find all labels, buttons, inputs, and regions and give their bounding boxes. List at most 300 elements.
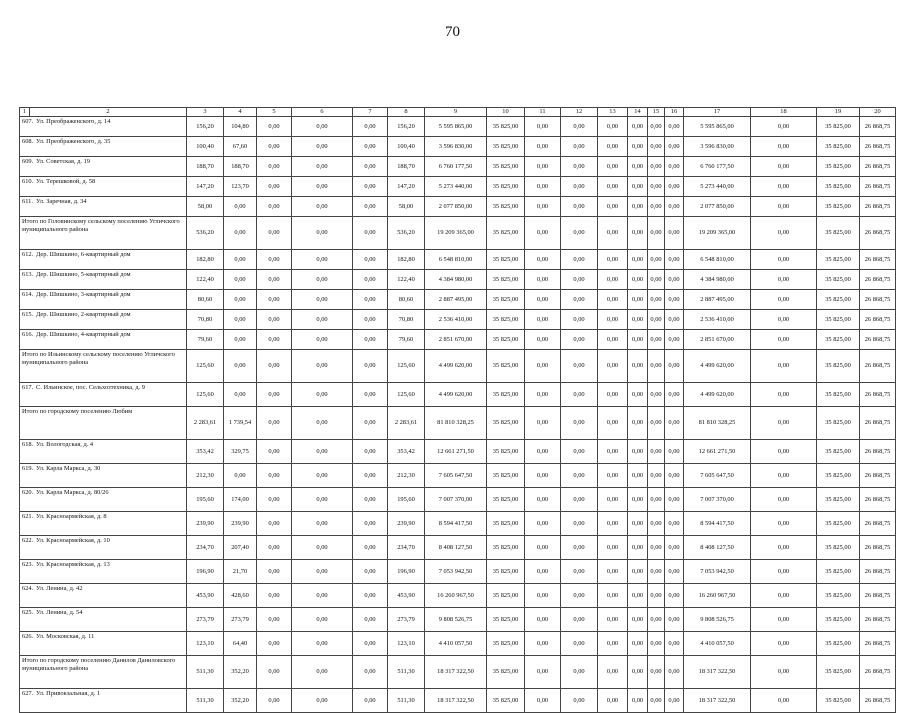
value-cell: 0,00 — [751, 310, 817, 330]
value-cell: 0,00 — [598, 536, 628, 560]
value-cell: 0,00 — [353, 270, 388, 290]
value-cell: 35 825,00 — [487, 656, 525, 689]
value-cell: 26 868,75 — [860, 330, 896, 350]
value-cell: 0,00 — [561, 217, 598, 250]
value-cell: 0,00 — [751, 137, 817, 157]
value-cell: 26 868,75 — [860, 488, 896, 512]
column-number-cell: 19 — [817, 108, 860, 117]
value-cell: 0,00 — [353, 117, 388, 137]
address-text: Ул. Карла Маркса, д. 80/26 — [36, 489, 109, 496]
value-cell: 0,00 — [598, 217, 628, 250]
value-cell: 125,60 — [187, 383, 224, 407]
value-cell: 0,00 — [628, 584, 648, 608]
value-cell: 0,00 — [292, 197, 353, 217]
value-cell: 0,00 — [224, 350, 257, 383]
value-cell: 0,00 — [525, 217, 561, 250]
value-cell: 8 408 127,50 — [684, 536, 751, 560]
value-cell: 0,00 — [353, 350, 388, 383]
value-cell: 0,00 — [525, 117, 561, 137]
value-cell: 188,70 — [388, 157, 425, 177]
row-number: 608. — [22, 138, 34, 145]
table-row — [20, 584, 896, 608]
value-cell: 0,00 — [257, 488, 292, 512]
value-cell: 0,00 — [353, 330, 388, 350]
table-row — [20, 440, 896, 464]
value-cell: 0,00 — [292, 689, 353, 713]
value-cell: 6 548 810,00 — [684, 250, 751, 270]
value-cell: 4 499 620,00 — [425, 383, 487, 407]
value-cell: 35 825,00 — [487, 250, 525, 270]
value-cell: 536,20 — [388, 217, 425, 250]
value-cell: 0,00 — [257, 137, 292, 157]
value-cell: 0,00 — [525, 464, 561, 488]
value-cell: 0,00 — [598, 350, 628, 383]
column-number-cell: 4 — [224, 108, 257, 117]
value-cell: 0,00 — [525, 177, 561, 197]
row-number-cell — [20, 117, 187, 137]
value-cell: 0,00 — [292, 512, 353, 536]
value-cell: 0,00 — [353, 157, 388, 177]
value-cell: 0,00 — [353, 560, 388, 584]
value-cell: 26 868,75 — [860, 197, 896, 217]
value-cell: 0,00 — [628, 656, 648, 689]
value-cell: 26 868,75 — [860, 157, 896, 177]
address-text: Дер. Шишкино, 4-квартирный дом — [36, 331, 131, 338]
value-cell: 4 410 057,50 — [684, 632, 751, 656]
value-cell: 428,60 — [224, 584, 257, 608]
value-cell: 0,00 — [257, 632, 292, 656]
table-row — [20, 270, 896, 290]
value-cell: 35 825,00 — [487, 488, 525, 512]
value-cell: 0,00 — [648, 350, 665, 383]
value-cell: 0,00 — [561, 488, 598, 512]
value-cell: 0,00 — [525, 584, 561, 608]
row-number: 622. — [22, 537, 34, 544]
value-cell: 0,00 — [751, 350, 817, 383]
value-cell: 0,00 — [257, 117, 292, 137]
value-cell: 0,00 — [292, 290, 353, 310]
value-cell: 0,00 — [292, 536, 353, 560]
value-cell: 0,00 — [292, 177, 353, 197]
value-cell: 35 825,00 — [817, 330, 860, 350]
address-text: С. Ильинское, пос. Сельхозтехника, д. 9 — [36, 384, 145, 391]
value-cell: 353,42 — [388, 440, 425, 464]
value-cell: 21,70 — [224, 560, 257, 584]
value-cell: 35 825,00 — [817, 383, 860, 407]
row-number: 612. — [22, 251, 34, 258]
value-cell: 0,00 — [648, 440, 665, 464]
value-cell: 2 887 495,00 — [684, 290, 751, 310]
value-cell: 329,75 — [224, 440, 257, 464]
subtotal-label-cell: Итого по городскому поселению Любим — [20, 407, 187, 440]
value-cell: 352,20 — [224, 656, 257, 689]
value-cell: 5 595 865,00 — [684, 117, 751, 137]
value-cell: 0,00 — [598, 250, 628, 270]
value-cell: 2 283,61 — [388, 407, 425, 440]
value-cell: 58,00 — [388, 197, 425, 217]
value-cell: 0,00 — [292, 250, 353, 270]
address-text: Ул. Московская, д. 11 — [36, 633, 95, 640]
value-cell: 0,00 — [224, 290, 257, 310]
value-cell: 5 595 865,00 — [425, 117, 487, 137]
value-cell: 0,00 — [751, 250, 817, 270]
value-cell: 0,00 — [292, 137, 353, 157]
value-cell: 0,00 — [598, 177, 628, 197]
value-cell: 0,00 — [353, 464, 388, 488]
value-cell: 0,00 — [525, 250, 561, 270]
row-number-cell — [20, 464, 187, 488]
register-table — [19, 107, 896, 713]
value-cell: 0,00 — [665, 689, 684, 713]
value-cell: 0,00 — [665, 217, 684, 250]
value-cell: 0,00 — [751, 177, 817, 197]
value-cell: 0,00 — [257, 350, 292, 383]
value-cell: 0,00 — [257, 217, 292, 250]
value-cell: 0,00 — [525, 197, 561, 217]
value-cell: 182,80 — [187, 250, 224, 270]
value-cell: 4 499 620,00 — [684, 383, 751, 407]
value-cell: 234,70 — [388, 536, 425, 560]
value-cell: 0,00 — [292, 310, 353, 330]
column-number-cell: 18 — [751, 108, 817, 117]
column-number-cell: 17 — [684, 108, 751, 117]
value-cell: 35 825,00 — [487, 270, 525, 290]
value-cell: 0,00 — [224, 270, 257, 290]
value-cell: 0,00 — [525, 632, 561, 656]
row-number-cell — [20, 197, 187, 217]
column-number-cell: 16 — [665, 108, 684, 117]
value-cell: 0,00 — [353, 440, 388, 464]
subtotal-row — [20, 407, 896, 440]
row-number: 616. — [22, 331, 34, 338]
value-cell: 0,00 — [628, 157, 648, 177]
value-cell: 4 410 057,50 — [425, 632, 487, 656]
value-cell: 35 825,00 — [817, 197, 860, 217]
value-cell: 0,00 — [648, 310, 665, 330]
value-cell: 35 825,00 — [817, 536, 860, 560]
value-cell: 0,00 — [561, 310, 598, 330]
address-text: Дер. Шишкино, 5-квартирный дом — [36, 271, 131, 278]
value-cell: 0,00 — [292, 157, 353, 177]
value-cell: 196,90 — [388, 560, 425, 584]
value-cell: 0,00 — [598, 440, 628, 464]
value-cell: 8 594 417,50 — [425, 512, 487, 536]
value-cell: 0,00 — [561, 464, 598, 488]
value-cell: 16 260 967,50 — [684, 584, 751, 608]
value-cell: 0,00 — [525, 290, 561, 310]
value-cell: 0,00 — [292, 270, 353, 290]
value-cell: 0,00 — [598, 560, 628, 584]
value-cell: 100,40 — [388, 137, 425, 157]
value-cell: 0,00 — [257, 290, 292, 310]
value-cell: 64,40 — [224, 632, 257, 656]
value-cell: 0,00 — [525, 608, 561, 632]
address-text: Ул. Красноармейская, д. 8 — [36, 513, 107, 520]
value-cell: 100,40 — [187, 137, 224, 157]
value-cell: 0,00 — [353, 689, 388, 713]
value-cell: 26 868,75 — [860, 560, 896, 584]
row-number-cell — [20, 177, 187, 197]
value-cell: 0,00 — [257, 177, 292, 197]
value-cell: 0,00 — [561, 197, 598, 217]
value-cell: 353,42 — [187, 440, 224, 464]
column-number-cell: 14 — [628, 108, 648, 117]
value-cell: 81 810 328,25 — [684, 407, 751, 440]
value-cell: 0,00 — [353, 217, 388, 250]
value-cell: 273,79 — [187, 608, 224, 632]
value-cell: 0,00 — [628, 250, 648, 270]
value-cell: 16 260 967,50 — [425, 584, 487, 608]
value-cell: 4 499 620,00 — [425, 350, 487, 383]
row-number: 624. — [22, 585, 34, 592]
value-cell: 0,00 — [598, 290, 628, 310]
address-text: Ул. Ленина, д. 42 — [36, 585, 83, 592]
value-cell: 35 825,00 — [487, 137, 525, 157]
value-cell: 234,70 — [187, 536, 224, 560]
value-cell: 0,00 — [561, 536, 598, 560]
value-cell: 35 825,00 — [487, 310, 525, 330]
value-cell: 156,20 — [388, 117, 425, 137]
value-cell: 0,00 — [292, 560, 353, 584]
row-number: 613. — [22, 271, 34, 278]
value-cell: 35 825,00 — [487, 608, 525, 632]
value-cell: 0,00 — [257, 407, 292, 440]
table-row — [20, 689, 896, 713]
value-cell: 273,79 — [388, 608, 425, 632]
value-cell: 26 868,75 — [860, 137, 896, 157]
value-cell: 352,20 — [224, 689, 257, 713]
value-cell: 0,00 — [665, 197, 684, 217]
row-number-cell — [20, 689, 187, 713]
value-cell: 0,00 — [525, 350, 561, 383]
value-cell: 35 825,00 — [817, 177, 860, 197]
value-cell: 0,00 — [665, 464, 684, 488]
table-row — [20, 117, 896, 137]
value-cell: 35 825,00 — [817, 250, 860, 270]
value-cell: 0,00 — [751, 290, 817, 310]
value-cell: 0,00 — [561, 290, 598, 310]
value-cell: 35 825,00 — [817, 310, 860, 330]
value-cell: 0,00 — [598, 584, 628, 608]
value-cell: 0,00 — [665, 137, 684, 157]
value-cell: 0,00 — [648, 560, 665, 584]
row-number: 617. — [22, 384, 34, 391]
row-number: 619. — [22, 465, 34, 472]
address-text: Ул. Преображенского, д. 14 — [36, 118, 111, 125]
value-cell: 0,00 — [257, 157, 292, 177]
value-cell: 0,00 — [561, 177, 598, 197]
value-cell: 123,10 — [187, 632, 224, 656]
value-cell: 2 077 850,00 — [425, 197, 487, 217]
value-cell: 4 499 620,00 — [684, 350, 751, 383]
value-cell: 0,00 — [224, 383, 257, 407]
value-cell: 147,20 — [187, 177, 224, 197]
row-number-cell — [20, 608, 187, 632]
value-cell: 35 825,00 — [487, 177, 525, 197]
value-cell: 5 273 440,00 — [684, 177, 751, 197]
value-cell: 35 825,00 — [817, 350, 860, 383]
value-cell: 79,60 — [187, 330, 224, 350]
value-cell: 0,00 — [257, 310, 292, 330]
value-cell: 35 825,00 — [817, 117, 860, 137]
page-number: 70 — [445, 24, 460, 40]
column-number-cell: 9 — [425, 108, 487, 117]
value-cell: 0,00 — [292, 330, 353, 350]
value-cell: 35 825,00 — [487, 440, 525, 464]
column-number-cell: 10 — [487, 108, 525, 117]
value-cell: 0,00 — [751, 488, 817, 512]
value-cell: 0,00 — [648, 177, 665, 197]
table-row — [20, 197, 896, 217]
value-cell: 0,00 — [648, 157, 665, 177]
value-cell: 212,30 — [388, 464, 425, 488]
address-text: Ул. Привокзальная, д. 1 — [36, 690, 101, 697]
value-cell: 0,00 — [525, 137, 561, 157]
value-cell: 0,00 — [628, 137, 648, 157]
value-cell: 80,60 — [187, 290, 224, 310]
value-cell: 0,00 — [598, 383, 628, 407]
value-cell: 188,70 — [187, 157, 224, 177]
column-number-cell: 3 — [187, 108, 224, 117]
value-cell: 0,00 — [224, 250, 257, 270]
value-cell: 122,40 — [388, 270, 425, 290]
value-cell: 195,60 — [388, 488, 425, 512]
value-cell: 26 868,75 — [860, 383, 896, 407]
value-cell: 0,00 — [257, 512, 292, 536]
value-cell: 18 317 322,50 — [684, 656, 751, 689]
row-number-cell — [20, 250, 187, 270]
value-cell: 0,00 — [561, 250, 598, 270]
value-cell: 35 825,00 — [487, 330, 525, 350]
value-cell: 7 053 942,50 — [684, 560, 751, 584]
value-cell: 35 825,00 — [817, 512, 860, 536]
value-cell: 35 825,00 — [817, 488, 860, 512]
value-cell: 0,00 — [353, 407, 388, 440]
value-cell: 0,00 — [665, 250, 684, 270]
value-cell: 0,00 — [751, 270, 817, 290]
value-cell: 0,00 — [628, 689, 648, 713]
value-cell: 8 594 417,50 — [684, 512, 751, 536]
value-cell: 0,00 — [751, 157, 817, 177]
value-cell: 67,60 — [224, 137, 257, 157]
value-cell: 0,00 — [561, 270, 598, 290]
value-cell: 0,00 — [628, 270, 648, 290]
value-cell: 0,00 — [648, 117, 665, 137]
value-cell: 19 209 365,00 — [684, 217, 751, 250]
value-cell: 0,00 — [353, 177, 388, 197]
value-cell: 0,00 — [224, 464, 257, 488]
value-cell: 7 053 942,50 — [425, 560, 487, 584]
value-cell: 0,00 — [628, 177, 648, 197]
value-cell: 0,00 — [628, 290, 648, 310]
address-text: Ул. Красноармейская, д. 13 — [36, 561, 110, 568]
row-number-cell — [20, 584, 187, 608]
value-cell: 0,00 — [665, 407, 684, 440]
value-cell: 35 825,00 — [817, 584, 860, 608]
value-cell: 511,30 — [388, 656, 425, 689]
value-cell: 26 868,75 — [860, 584, 896, 608]
value-cell: 26 868,75 — [860, 177, 896, 197]
value-cell: 26 868,75 — [860, 632, 896, 656]
value-cell: 0,00 — [598, 656, 628, 689]
value-cell: 35 825,00 — [487, 560, 525, 584]
table-row — [20, 290, 896, 310]
value-cell: 0,00 — [751, 656, 817, 689]
value-cell: 0,00 — [257, 689, 292, 713]
value-cell: 0,00 — [525, 407, 561, 440]
address-text: Дер. Шишкино, 6-квартирный дом — [36, 251, 131, 258]
value-cell: 0,00 — [561, 440, 598, 464]
table-row — [20, 536, 896, 560]
column-number-row — [20, 108, 896, 117]
row-number-cell — [20, 290, 187, 310]
value-cell: 2 536 410,00 — [425, 310, 487, 330]
value-cell: 0,00 — [525, 440, 561, 464]
value-cell: 212,30 — [187, 464, 224, 488]
value-cell: 35 825,00 — [487, 464, 525, 488]
value-cell: 35 825,00 — [817, 270, 860, 290]
value-cell: 0,00 — [598, 488, 628, 512]
value-cell: 2 077 850,00 — [684, 197, 751, 217]
address-text: Ул. Карла Маркса, д. 30 — [36, 465, 101, 472]
row-number: 620. — [22, 489, 34, 496]
address-text: Дер. Шишкино, 3-квартирный дом — [36, 291, 131, 298]
value-cell: 0,00 — [628, 512, 648, 536]
value-cell: 0,00 — [292, 656, 353, 689]
value-cell: 0,00 — [257, 270, 292, 290]
value-cell: 188,70 — [224, 157, 257, 177]
row-number: 614. — [22, 291, 34, 298]
value-cell: 0,00 — [665, 117, 684, 137]
value-cell: 0,00 — [257, 440, 292, 464]
value-cell: 0,00 — [257, 330, 292, 350]
value-cell: 196,90 — [187, 560, 224, 584]
value-cell: 0,00 — [257, 383, 292, 407]
value-cell: 536,20 — [187, 217, 224, 250]
value-cell: 26 868,75 — [860, 407, 896, 440]
row-number: 611. — [22, 198, 33, 205]
value-cell: 1 739,54 — [224, 407, 257, 440]
row-number-cell — [20, 157, 187, 177]
value-cell: 7 007 370,00 — [684, 488, 751, 512]
row-number: 615. — [22, 311, 34, 318]
value-cell: 0,00 — [353, 197, 388, 217]
value-cell: 0,00 — [648, 689, 665, 713]
row-number-cell — [20, 560, 187, 584]
value-cell: 0,00 — [628, 464, 648, 488]
value-cell: 5 273 440,00 — [425, 177, 487, 197]
value-cell: 0,00 — [648, 383, 665, 407]
value-cell: 0,00 — [353, 632, 388, 656]
value-cell: 0,00 — [598, 608, 628, 632]
value-cell: 35 825,00 — [817, 407, 860, 440]
row-number: 626. — [22, 633, 34, 640]
value-cell: 26 868,75 — [860, 250, 896, 270]
value-cell: 0,00 — [751, 512, 817, 536]
value-cell: 0,00 — [561, 608, 598, 632]
value-cell: 35 825,00 — [817, 217, 860, 250]
value-cell: 0,00 — [257, 536, 292, 560]
value-cell: 0,00 — [628, 117, 648, 137]
table-row — [20, 383, 896, 407]
column-number-cell: 15 — [648, 108, 665, 117]
value-cell: 0,00 — [665, 350, 684, 383]
value-cell: 0,00 — [561, 330, 598, 350]
value-cell: 35 825,00 — [487, 383, 525, 407]
value-cell: 0,00 — [353, 512, 388, 536]
value-cell: 0,00 — [751, 632, 817, 656]
value-cell: 26 868,75 — [860, 217, 896, 250]
